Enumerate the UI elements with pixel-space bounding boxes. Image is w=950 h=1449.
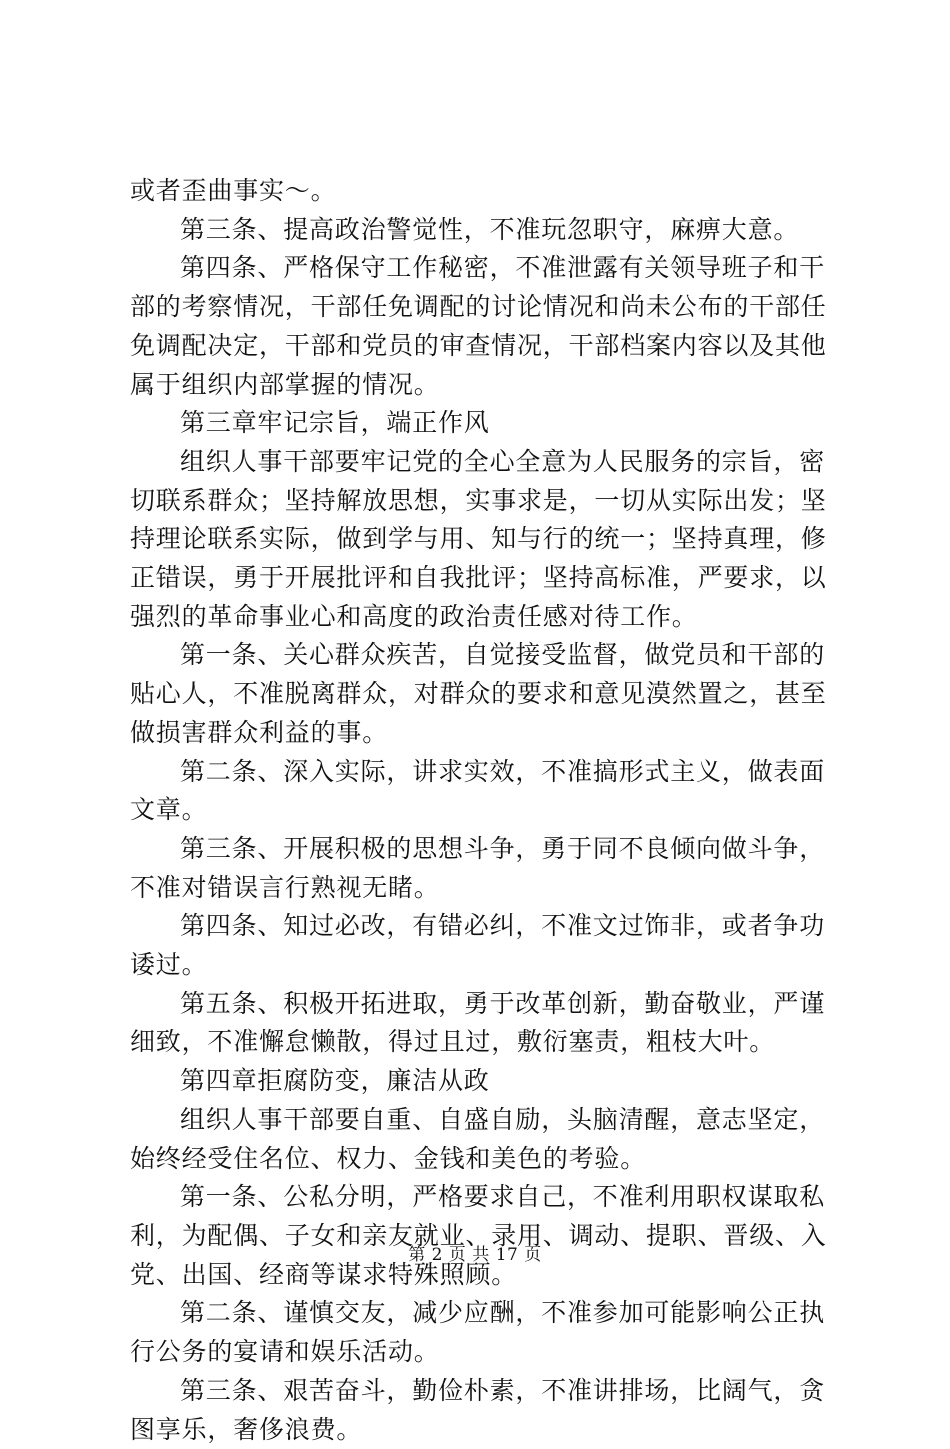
text-line: 免调配决定，干部和党员的审查情况，干部档案内容以及其他 bbox=[130, 327, 830, 366]
text-line: 第一条、公私分明，严格要求自己，不准利用职权谋取私 bbox=[130, 1178, 830, 1217]
text-line: 切联系群众；坚持解放思想，实事求是，一切从实际出发；坚 bbox=[130, 482, 830, 521]
text-line: 文章。 bbox=[130, 791, 830, 830]
text-line: 细致，不准懈怠懒散，得过且过，敷衍塞责，粗枝大叶。 bbox=[130, 1023, 830, 1062]
text-line: 第三章牢记宗旨，端正作风 bbox=[130, 404, 830, 443]
text-line: 第四条、严格保守工作秘密，不准泄露有关领导班子和干 bbox=[130, 249, 830, 288]
text-line: 第三条、开展积极的思想斗争，勇于同不良倾向做斗争， bbox=[130, 830, 830, 869]
text-line: 贴心人，不准脱离群众，对群众的要求和意见漠然置之，甚至 bbox=[130, 675, 830, 714]
text-line: 第三条、提高政治警觉性，不准玩忽职守，麻痹大意。 bbox=[130, 211, 830, 250]
text-line: 第四条、知过必改，有错必纠，不准文过饰非，或者争功 bbox=[130, 907, 830, 946]
text-line: 利，为配偶、子女和亲友就业、录用、调动、提职、晋级、入 bbox=[130, 1217, 830, 1256]
text-line: 做损害群众利益的事。 bbox=[130, 714, 830, 753]
text-line: 强烈的革命事业心和高度的政治责任感对待工作。 bbox=[130, 598, 830, 637]
page-footer: 第 2 页 共 17 页 bbox=[0, 1243, 950, 1267]
text-line: 或者歪曲事实～。 bbox=[130, 172, 830, 211]
text-line: 始终经受住名位、权力、金钱和美色的考验。 bbox=[130, 1140, 830, 1179]
text-line: 属于组织内部掌握的情况。 bbox=[130, 366, 830, 405]
text-line: 第五条、积极开拓进取，勇于改革创新，勤奋敬业，严谨 bbox=[130, 985, 830, 1024]
text-line: 第一条、关心群众疾苦，自觉接受监督，做党员和干部的 bbox=[130, 636, 830, 675]
text-line: 持理论联系实际，做到学与用、知与行的统一；坚持真理，修 bbox=[130, 520, 830, 559]
text-line: 第三条、艰苦奋斗，勤俭朴素，不准讲排场，比阔气，贪 bbox=[130, 1372, 830, 1411]
text-line: 行公务的宴请和娱乐活动。 bbox=[130, 1333, 830, 1372]
text-line: 组织人事干部要自重、自盛自励，头脑清醒，意志坚定， bbox=[130, 1101, 830, 1140]
text-line: 党、出国、经商等谋求特殊照顾。 bbox=[130, 1256, 830, 1295]
text-line: 部的考察情况，干部任免调配的讨论情况和尚未公布的干部任 bbox=[130, 288, 830, 327]
text-line: 第二条、深入实际，讲求实效，不准搞形式主义，做表面 bbox=[130, 753, 830, 792]
text-line: 组织人事干部要牢记党的全心全意为人民服务的宗旨，密 bbox=[130, 443, 830, 482]
text-line: 不准对错误言行熟视无睹。 bbox=[130, 869, 830, 908]
text-line: 第二条、谨慎交友，减少应酬，不准参加可能影响公正执 bbox=[130, 1294, 830, 1333]
text-line: 第四章拒腐防变，廉洁从政 bbox=[130, 1062, 830, 1101]
text-line: 图享乐，奢侈浪费。 bbox=[130, 1411, 830, 1449]
text-line: 诿过。 bbox=[130, 946, 830, 985]
text-line: 正错误，勇于开展批评和自我批评；坚持高标准，严要求，以 bbox=[130, 559, 830, 598]
